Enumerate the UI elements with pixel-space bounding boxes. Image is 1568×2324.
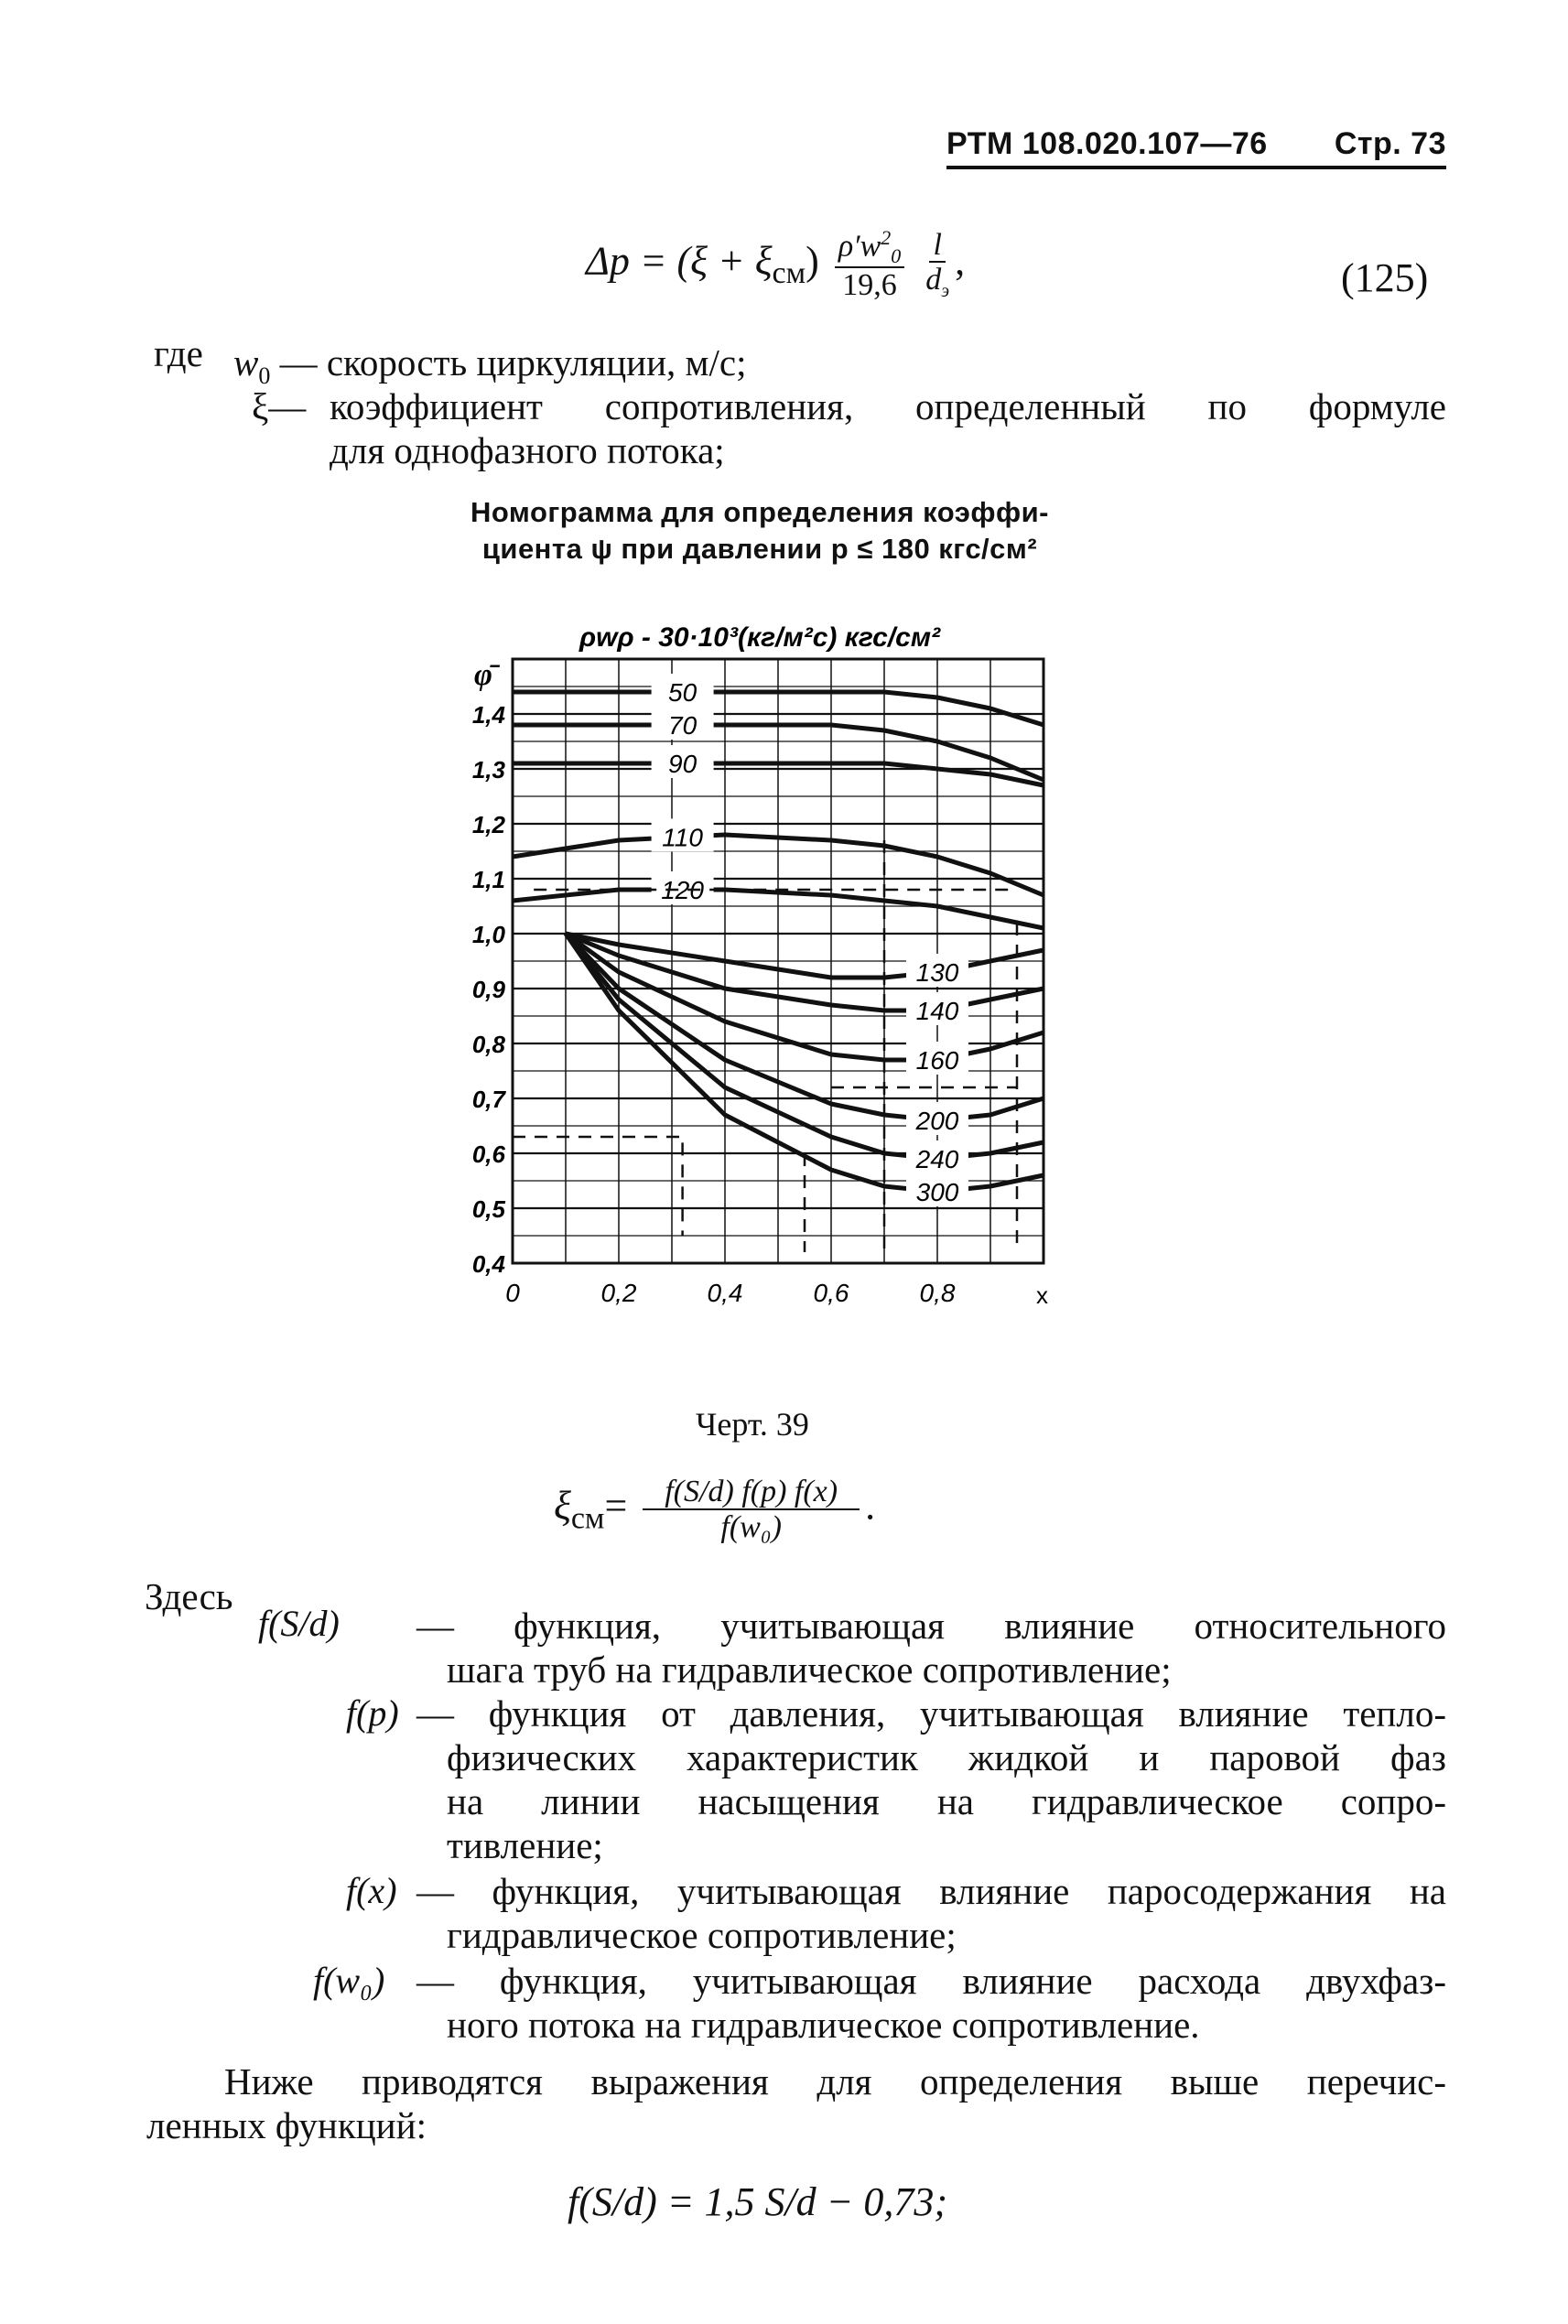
w0-symbol: w xyxy=(233,341,259,384)
y-tick-label: 0,5 xyxy=(471,1195,505,1223)
eq125-fraction-1 xyxy=(835,227,904,303)
series-label-70: 70 xyxy=(668,711,697,740)
eq125-num1: ρ′w xyxy=(838,229,881,264)
y-tick-label: 1,3 xyxy=(471,756,505,784)
y-tick-label: 0,7 xyxy=(471,1086,505,1113)
nomogram-caption-line-2: циента ψ при давлении p ≤ 180 кгс/см² xyxy=(481,533,1038,565)
defs-lead: Здесь xyxy=(145,1575,233,1617)
w0-description: скорость циркуляции, м/с; xyxy=(326,341,747,384)
eq125-num1-sub: 0 xyxy=(891,244,902,268)
eq125-lhs-sub: см xyxy=(772,256,806,291)
eq125-lhs: Δp = (ξ + ξ xyxy=(586,238,773,284)
xi-cm-numerator: f(S/d) f(p) f(x) xyxy=(643,1475,860,1510)
def-fp-line-1: — функция от давления, учитывающая влияние тепло- xyxy=(416,1692,1446,1735)
where-item-xi-symbol xyxy=(252,384,306,428)
y-tick-label: 0,4 xyxy=(471,1250,505,1278)
y-tick-label: 0,6 xyxy=(471,1140,505,1168)
nomogram-chart xyxy=(439,604,1135,1355)
closing-line-2: ленных функций: xyxy=(146,2104,427,2146)
eq125-den2: d xyxy=(925,263,942,297)
series-curve-130 xyxy=(566,934,1044,978)
series-label-240: 240 xyxy=(915,1145,959,1173)
x-tick-label: 0,2 xyxy=(600,1279,637,1307)
xi-cm-lhs-sub: см xyxy=(570,1501,605,1536)
series-label-90: 90 xyxy=(668,750,697,778)
def-fsd-line-2: шага труб на гидравлическое сопротивление; xyxy=(447,1648,1172,1691)
y-tick-label: 0,9 xyxy=(471,976,505,1003)
def-fw0-line-1: — функция, учитывающая влияние расхода двухфаз- xyxy=(416,1960,1446,2002)
series-curve-160 xyxy=(566,934,1044,1060)
def-fp-line-3: на линии насыщения на гидравлическое сопро- xyxy=(447,1780,1446,1822)
y-tick-label: 1,2 xyxy=(471,811,505,838)
xi-symbol: ξ xyxy=(252,385,269,427)
closing-line-1: Ниже приводятся выражения для определения выше перечис- xyxy=(224,2060,1446,2102)
w0-dash: — xyxy=(279,341,318,384)
equation-125 xyxy=(586,227,965,303)
figure-label: Черт. 39 xyxy=(696,1406,809,1443)
def-term-fp: f(p) xyxy=(346,1692,399,1734)
series-label-140: 140 xyxy=(915,997,959,1025)
eq125-fraction-2 xyxy=(925,229,949,301)
eq125-comma: , xyxy=(955,238,966,284)
x-tick-label: 0,6 xyxy=(813,1279,849,1307)
eq125-den1: 19,6 xyxy=(842,268,897,303)
def-fw0-line-2: ного потока на гидравлическое сопротивление. xyxy=(447,2004,1200,2046)
eq125-num1-sup: 2 xyxy=(881,226,892,249)
series-label-200: 200 xyxy=(915,1107,959,1135)
construction-line xyxy=(513,1137,683,1236)
xi-description-line-2: для однофазного потока; xyxy=(330,429,725,471)
x-axis-label: x xyxy=(1036,1281,1048,1309)
eq125-den2-sub: э xyxy=(941,281,950,302)
chart-title: ρwρ - 30·10³(кг/м²с) кгс/см² xyxy=(579,622,941,653)
equation-xi-cm xyxy=(554,1475,875,1544)
xi-dash: — xyxy=(268,385,307,427)
series-label-160: 160 xyxy=(915,1046,959,1075)
x-tick-label: 0,4 xyxy=(707,1279,743,1307)
xi-cm-lhs: ξ xyxy=(554,1483,571,1529)
series-label-110: 110 xyxy=(662,823,703,852)
y-axis-symbol: φ̄ xyxy=(474,658,492,692)
y-tick-label: 1,0 xyxy=(471,921,505,948)
y-tick-label: 1,1 xyxy=(471,866,505,893)
equation-number-125: (125) xyxy=(1341,255,1429,300)
def-term-fx: f(x) xyxy=(346,1870,397,1911)
nomogram-caption xyxy=(384,494,1135,567)
equation-f-s-d: f(S/d) = 1,5 S/d − 0,73; xyxy=(568,2179,948,2224)
series-label-130: 130 xyxy=(915,958,959,987)
y-tick-label: 1,4 xyxy=(471,701,505,729)
where-lead: где xyxy=(154,332,203,374)
def-fx-line-2: гидравлическое сопротивление; xyxy=(447,1914,957,1956)
xi-cm-dot: . xyxy=(865,1483,876,1529)
def-fp-line-4: тивление; xyxy=(447,1824,603,1866)
def-fp-line-2: физических характеристик жидкой и паровой фаз xyxy=(447,1736,1446,1778)
w0-symbol-sub: 0 xyxy=(258,362,271,390)
xi-cm-denominator: f(w₀) xyxy=(720,1509,782,1544)
y-tick-label: 0,8 xyxy=(471,1031,505,1058)
def-term-fw0: f(w₀) xyxy=(313,1960,385,2001)
def-fsd-line-1: — функция, учитывающая влияние относительного xyxy=(416,1605,1446,1647)
eq125-num2: l xyxy=(929,229,945,264)
eq125-lhs-close: ) xyxy=(806,238,819,284)
series-label-300: 300 xyxy=(915,1178,959,1206)
x-tick-label: 0,8 xyxy=(919,1279,956,1307)
def-fx-line-1: — функция, учитывающая влияние паросодержания на xyxy=(416,1870,1446,1912)
series-label-120: 120 xyxy=(661,876,704,904)
x-tick-label: 0 xyxy=(505,1279,520,1307)
series-label-50: 50 xyxy=(668,678,697,707)
def-term-fsd: f(S/d) xyxy=(258,1603,340,1644)
page-header xyxy=(946,126,1446,169)
document-code: РТМ 108.020.107—76 xyxy=(946,126,1268,161)
xi-cm-fraction xyxy=(643,1475,860,1544)
page-number: Стр. 73 xyxy=(1334,126,1446,161)
nomogram-caption-line-1: Номограмма для определения коэффи- xyxy=(470,496,1049,528)
xi-cm-eq: = xyxy=(604,1483,628,1529)
xi-description-line-1: коэффициент сопротивления, определенный по формуле xyxy=(330,385,1446,427)
